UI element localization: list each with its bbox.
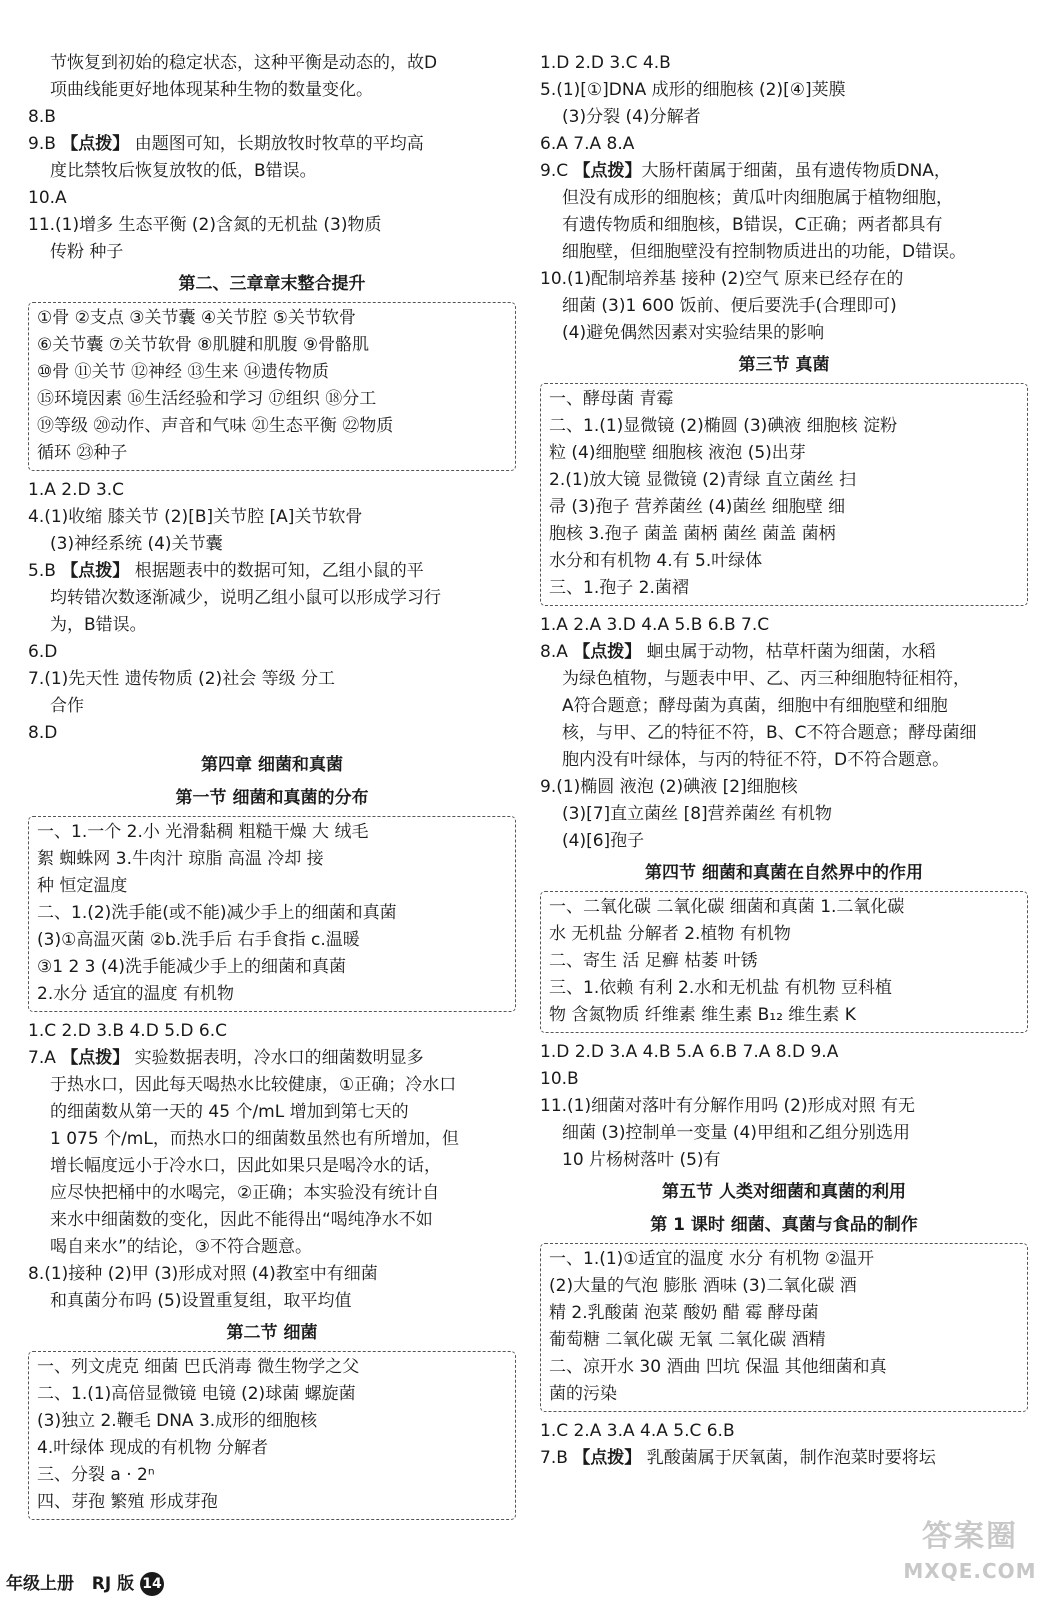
answer-line: 9.B 【点拨】 由题图可知，长期放牧时牧草的平均高 [28,134,424,154]
grade-label: 年级上册 [6,1574,74,1594]
box-line: 絮 蜘蛛网 3.牛肉汁 琼脂 高温 冷却 接 [37,849,324,869]
box-line: 三、1.孢子 2.菌褶 [549,578,689,598]
box-line: ③1 2 3 (4)洗手能减少手上的细菌和真菌 [37,957,346,977]
answer-line: 喝自来水”的结论，③不符合题意。 [50,1237,313,1257]
box-line: 4.叶绿体 现成的有机物 分解者 [37,1438,269,1458]
answer-line: 来水中细菌数的变化，因此不能得出“喝纯净水不如 [50,1210,433,1230]
answer-line: 6.A 7.A 8.A [540,134,635,154]
hint-tag: 【点拨】 [573,642,642,662]
hint-tag: 【点拨】 [61,561,130,581]
hint-tag: 【点拨】 [61,134,130,154]
box-line: 二、1.(2)洗手能(或不能)减少手上的细菌和真菌 [37,903,397,923]
section-heading: 第四章 细菌和真菌 [201,755,343,775]
box-line: 三、分裂 a · 2ⁿ [37,1465,155,1485]
answer-line: 的细菌数从第一天的 45 个/mL 增加到第七天的 [50,1102,409,1122]
answer-line: 核，与甲、乙的特征不符，B、C不符合题意；酵母菌细 [562,723,977,743]
answer-line: 于热水口，因此每天喝热水比较健康，①正确；冷水口 [50,1075,457,1095]
answer-line: 10.(1)配制培养基 接种 (2)空气 原来已经存在的 [540,269,904,289]
page-footer [6,1572,164,1596]
answer-line: 增长幅度远小于冷水口，因此如果只是喝冷水的话， [50,1156,441,1176]
box-line: 二、1.(1)高倍显微镜 电镜 (2)球菌 螺旋菌 [37,1384,356,1404]
answer-line: 为绿色植物，与题表中甲、乙、丙三种细胞特征相符， [562,669,970,689]
answer-line: 细胞壁，但细胞壁没有控制物质进出的功能，D错误。 [562,242,967,262]
right-column [540,50,1028,1472]
answer-line: 应尽快把桶中的水喝完，②正确；本实验没有统计自 [50,1183,440,1203]
watermark [895,1520,1045,1590]
box-line: 菌的污染 [549,1384,617,1404]
answer-line: 8.A 【点拨】 蛔虫属于动物，枯草杆菌为细菌，水稻 [540,642,936,662]
answer-line: 合作 [50,696,84,716]
answer-line: 10 片杨树落叶 (5)有 [562,1150,721,1170]
answer-line: (3)[7]直立菌丝 [8]营养菌丝 有机物 [562,804,833,824]
answer-line: 11.(1)细菌对落叶有分解作用吗 (2)形成对照 有无 [540,1096,916,1116]
answer-line: 有遗传物质和细胞核，B错误，C正确；两者都具有 [562,215,943,235]
box-line: 二、寄生 活 足癣 枯萎 叶锈 [549,951,758,971]
box-line: 葡萄糖 二氧化碳 无氧 二氧化碳 酒精 [549,1330,826,1350]
answer-box [28,302,516,471]
box-line: 精 2.乳酸菌 泡菜 酸奶 醋 霉 酵母菌 [549,1303,819,1323]
answer-line: 均转错次数逐渐减少，说明乙组小鼠可以形成学习行 [50,588,441,608]
answer-line: 7.(1)先天性 遗传物质 (2)社会 等级 分工 [28,669,335,689]
box-line: 种 恒定温度 [37,876,128,896]
answer-line: 11.(1)增多 生态平衡 (2)含氮的无机盐 (3)物质 [28,215,382,235]
box-line: 水分和有机物 4.有 5.叶绿体 [549,551,763,571]
box-line: 物 含氮物质 纤维素 维生素 B₁₂ 维生素 K [549,1005,856,1025]
answer-line: 细菌 (3)控制单一变量 (4)甲组和乙组分别选用 [562,1123,910,1143]
watermark-url: MXQE.COM [903,1559,1037,1583]
box-line: 胞核 3.孢子 菌盖 菌柄 菌丝 菌盖 菌柄 [549,524,836,544]
box-line: 2.(1)放大镜 显微镜 (2)青绿 直立菌丝 扫 [549,470,856,490]
answer-line: 1.A 2.D 3.C [28,480,125,500]
answer-box [28,1351,516,1520]
page-number: 14 [140,1572,164,1596]
answer-box [540,1243,1028,1412]
box-line: ①骨 ②支点 ③关节囊 ④关节腔 ⑤关节软骨 [37,308,356,328]
section-heading: 第二、三章章末整合提升 [178,274,366,294]
answer-line: A符合题意；酵母菌为真菌，细胞中有细胞壁和细胞 [562,696,948,716]
answer-line: 1.C 2.A 3.A 4.A 5.C 6.B [540,1421,735,1441]
answer-line: 1.C 2.D 3.B 4.D 5.D 6.C [28,1021,228,1041]
answer-line: 1.D 2.D 3.A 4.B 5.A 6.B 7.A 8.D 9.A [540,1042,839,1062]
box-line: 二、1.(1)显微镜 (2)椭圆 (3)碘液 细胞核 淀粉 [549,416,898,436]
hint-tag: 【点拨】 [573,1448,642,1468]
answer-box [540,383,1028,606]
answer-line: 8.B [28,107,56,127]
answer-line: 5.B 【点拨】 根据题表中的数据可知，乙组小鼠的平 [28,561,424,581]
box-line: 2.水分 适宜的温度 有机物 [37,984,235,1004]
box-line: (3)独立 2.鞭毛 DNA 3.成形的细胞核 [37,1411,318,1431]
box-line: ⑥关节囊 ⑦关节软骨 ⑧肌腱和肌腹 ⑨骨骼肌 [37,335,370,355]
box-line: 粒 (4)细胞壁 细胞核 液泡 (5)出芽 [549,443,806,463]
edition-label: RJ 版 [91,1574,135,1594]
box-line: (2)大量的气泡 膨胀 酒味 (3)二氧化碳 酒 [549,1276,857,1296]
hint-tag: 【点拨】 [61,1048,130,1068]
box-line: 一、二氧化碳 二氧化碳 细菌和真菌 1.二氧化碳 [549,897,905,917]
box-line: ⑮环境因素 ⑯生活经验和学习 ⑰组织 ⑱分工 [37,389,377,409]
answer-line: 度比禁牧后恢复放牧的低，B错误。 [50,161,317,181]
box-line: (3)①高温灭菌 ②b.洗手后 右手食指 c.温暖 [37,930,360,950]
answer-line: 1.A 2.A 3.D 4.A 5.B 6.B 7.C [540,615,770,635]
box-line: 一、酵母菌 青霉 [549,389,674,409]
section-heading: 第二节 细菌 [226,1323,318,1343]
answer-line: (4)[6]孢子 [562,831,645,851]
box-line: 一、列文虎克 细菌 巴氏消毒 微生物学之父 [37,1357,360,1377]
left-column [28,50,516,1526]
answer-line: 项曲线能更好地体现某种生物的数量变化。 [50,80,373,100]
answer-line: 传粉 种子 [50,242,124,262]
box-line: ⑩骨 ⑪关节 ⑫神经 ⑬生来 ⑭遗传物质 [37,362,329,382]
hint-tag: 【点拨】 [573,161,642,181]
box-line: 帚 (3)孢子 营养菌丝 (4)菌丝 细胞壁 细 [549,497,846,517]
answer-line: 8.D [28,723,58,743]
section-heading: 第三节 真菌 [738,355,830,375]
box-line: 一、1.(1)①适宜的温度 水分 有机物 ②温开 [549,1249,874,1269]
answer-line: 6.D [28,642,58,662]
box-line: 二、凉开水 30 酒曲 凹坑 保温 其他细菌和真 [549,1357,887,1377]
answer-line: 4.(1)收缩 膝关节 (2)[B]关节腔 [A]关节软骨 [28,507,363,527]
answer-line: 为，B错误。 [50,615,147,635]
answer-line: 细菌 (3)1 600 饭前、便后要洗手(合理即可) [562,296,897,316]
box-line: 三、1.依赖 有利 2.水和无机盐 有机物 豆科植 [549,978,893,998]
answer-line: (3)分裂 (4)分解者 [562,107,701,127]
answer-line: 和真菌分布吗 (5)设置重复组，取平均值 [50,1291,352,1311]
answer-line: (3)神经系统 (4)关节囊 [50,534,223,554]
box-line: 水 无机盐 分解者 2.植物 有机物 [549,924,791,944]
section-heading: 第一节 细菌和真菌的分布 [175,788,369,808]
answer-line: 节恢复到初始的稳定状态，这种平衡是动态的，故D [50,53,438,73]
answer-line: 5.(1)[①]DNA 成形的细胞核 (2)[④]荚膜 [540,80,846,100]
watermark-logo: 答案圈 [922,1519,1018,1554]
answer-box [28,816,516,1012]
section-heading: 第 1 课时 细菌、真菌与食品的制作 [650,1215,918,1235]
box-line: 循环 ㉓种子 [37,443,128,463]
answer-line: 但没有成形的细胞核；黄瓜叶肉细胞属于植物细胞， [562,188,953,208]
box-line: ⑲等级 ⑳动作、声音和气味 ㉑生态平衡 ㉒物质 [37,416,394,436]
answer-line: 7.A 【点拨】 实验数据表明，冷水口的细菌数明显多 [28,1048,424,1068]
answer-line: 7.B 【点拨】 乳酸菌属于厌氧菌，制作泡菜时要将坛 [540,1448,936,1468]
section-heading: 第五节 人类对细菌和真菌的利用 [662,1182,906,1202]
box-line: 四、芽孢 繁殖 形成芽孢 [37,1492,218,1512]
box-line: 一、1.一个 2.小 光滑黏稠 粗糙干燥 大 绒毛 [37,822,369,842]
answer-line: 10.B [540,1069,579,1089]
answer-line: 9.C 【点拨】大肠杆菌属于细菌，虽有遗传物质DNA， [540,161,951,181]
answer-line: 1.D 2.D 3.C 4.B [540,53,671,73]
answer-line: 9.(1)椭圆 液泡 (2)碘液 [2]细胞核 [540,777,798,797]
answer-line: 胞内没有叶绿体，与丙的特征不符，D不符合题意。 [562,750,950,770]
answer-line: 8.(1)接种 (2)甲 (3)形成对照 (4)教室中有细菌 [28,1264,378,1284]
answer-line: 1 075 个/mL，而热水口的细菌数虽然也有所增加，但 [50,1129,459,1149]
answer-line: (4)避免偶然因素对实验结果的影响 [562,323,825,343]
section-heading: 第四节 细菌和真菌在自然界中的作用 [645,863,923,883]
answer-line: 10.A [28,188,67,208]
answer-box [540,891,1028,1033]
